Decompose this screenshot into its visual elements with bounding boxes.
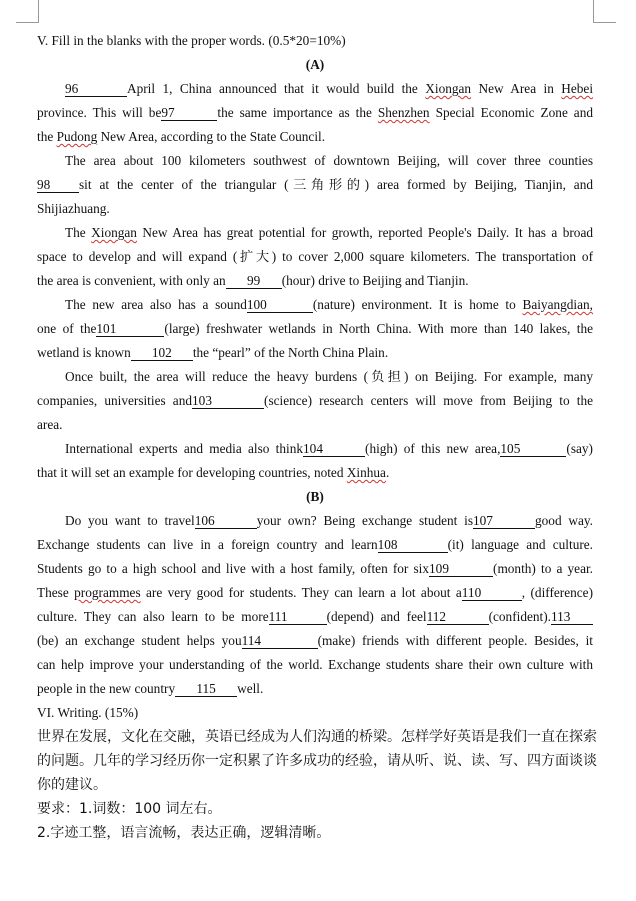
- part-b-label: (B): [306, 489, 324, 504]
- blank-107[interactable]: 107: [473, 513, 535, 529]
- crop-mark-left: [16, 0, 39, 23]
- proper-noun-hebei: Hebei: [561, 81, 594, 96]
- passage-a-line: companies, universities and103 (science) research centers will move from Beijing to the: [37, 393, 594, 408]
- blank-98[interactable]: 98: [37, 177, 79, 193]
- passage-b-line: Exchange students can live in a foreign country and learn108 (it) language and culture.: [37, 537, 593, 552]
- writing-prompt-line: 的问题。几年的学习经历你一定积累了许多成功的经验，请从听、说、读、写、四方面谈谈: [37, 753, 597, 769]
- blank-103[interactable]: 103: [192, 393, 264, 409]
- proper-noun-baiyangdian: Baiyangdian,: [522, 297, 593, 312]
- proper-noun-xiongan: Xiongan: [91, 225, 137, 240]
- writing-prompt-line: 你的建议。: [37, 777, 107, 793]
- blank-113[interactable]: 113: [551, 609, 593, 625]
- blank-96[interactable]: 96: [65, 81, 127, 97]
- passage-b-line: people in the new country 115 well.: [37, 681, 264, 696]
- passage-a-line: one of the101 (large) freshwater wetlands in North China. With more than 140 lakes, the: [37, 321, 593, 336]
- passage-b-line: Students go to a high school and live with a host family, often for six109 (month) to a year.: [37, 561, 593, 576]
- passage-a-line: area.: [37, 417, 63, 432]
- blank-100[interactable]: 100: [247, 297, 313, 313]
- passage-b-line: These programmes are very good for students. They can learn a lot about a110 , (difference): [37, 585, 594, 600]
- section-vi-heading: VI. Writing. (15%): [37, 705, 139, 720]
- writing-requirement-1: 要求：1.词数：100 词左右。: [37, 801, 222, 817]
- blank-114[interactable]: 114: [242, 633, 318, 649]
- writing-prompt-line: 世界在发展，文化在交融，英语已经成为人们沟通的桥梁。怎样学好英语是我们一直在探索: [37, 729, 597, 745]
- blank-105[interactable]: 105: [500, 441, 566, 457]
- blank-106[interactable]: 106: [195, 513, 257, 529]
- proper-noun-xinhua: Xinhua: [346, 465, 386, 480]
- passage-b-line: can help improve your understanding of the world. Exchange students share their own culture with: [37, 657, 593, 672]
- blank-111[interactable]: 111: [269, 609, 327, 625]
- passage-a-line: province. This will be97 the same importance as the Shenzhen Special Economic Zone and: [37, 105, 594, 120]
- proper-noun-shenzhen: Shenzhen: [377, 105, 430, 120]
- passage-b-line: Do you want to travel106 your own? Being exchange student is107 good way.: [65, 513, 593, 528]
- passage-a-line: the Pudong New Area, according to the State Council.: [37, 129, 326, 144]
- passage-a-line: space to develop and will expand (扩大) to cover 2,000 square kilometers. The transportation of: [37, 249, 593, 264]
- programmes-word: programmes: [74, 585, 141, 600]
- passage-b-line: culture. They can also learn to be more111 (depend) and feel112 (confident).113: [37, 605, 593, 629]
- passage-a-line: The area about 100 kilometers southwest of downtown Beijing, will cover three counties: [65, 153, 593, 168]
- passage-a-line: the area is convenient, with only an 99 (hour) drive to Beijing and Tianjin.: [37, 273, 469, 288]
- passage-a-line: The Xiongan New Area has great potential for growth, reported People's Daily. It has a broad: [65, 225, 594, 240]
- blank-97[interactable]: 97: [161, 105, 217, 121]
- blank-109[interactable]: 109: [429, 561, 493, 577]
- passage-a-line: 98 sit at the center of the triangular (三角形的) area formed by Beijing, Tianjin, and: [37, 177, 593, 192]
- passage-a-line: International experts and media also think104 (high) of this new area,105 (say): [65, 441, 593, 456]
- passage-a-line: wetland is known 102 the “pearl” of the North China Plain.: [37, 345, 389, 360]
- blank-112[interactable]: 112: [427, 609, 489, 625]
- section-v-heading: V. Fill in the blanks with the proper words. (0.5*20=10%): [37, 33, 346, 48]
- passage-a-line: that it will set an example for developing countries, noted Xinhua.: [37, 465, 390, 480]
- blank-102[interactable]: 102: [131, 345, 193, 361]
- proper-noun-xiongan: Xiongan: [425, 81, 472, 96]
- blank-108[interactable]: 108: [378, 537, 448, 553]
- blank-99[interactable]: 99: [226, 273, 282, 289]
- blank-110[interactable]: 110: [462, 585, 522, 601]
- passage-b-line: (be) an exchange student helps you114 (make) friends with different people. Besides, it: [37, 633, 593, 648]
- crop-mark-right: [593, 0, 616, 23]
- passage-a-line: The new area also has a sound100 (nature) environment. It is home to Baiyangdian,: [65, 297, 593, 312]
- blank-115[interactable]: 115: [175, 681, 237, 697]
- passage-a-line: Once built, the area will reduce the heavy burdens (负担) on Beijing. For example, many: [65, 369, 593, 384]
- blank-104[interactable]: 104: [303, 441, 365, 457]
- passage-a-line: 96 April 1, China announced that it would build the Xiongan New Area in Hebei: [65, 81, 594, 96]
- part-a-label: (A): [305, 57, 325, 72]
- writing-requirement-2: 2.字迹工整，语言流畅，表达正确，逻辑清晰。: [37, 825, 331, 841]
- blank-101[interactable]: 101: [96, 321, 164, 337]
- proper-noun-pudong: Pudong: [56, 129, 98, 144]
- passage-a-line: Shijiazhuang.: [37, 201, 110, 216]
- document-page: [37, 29, 597, 845]
